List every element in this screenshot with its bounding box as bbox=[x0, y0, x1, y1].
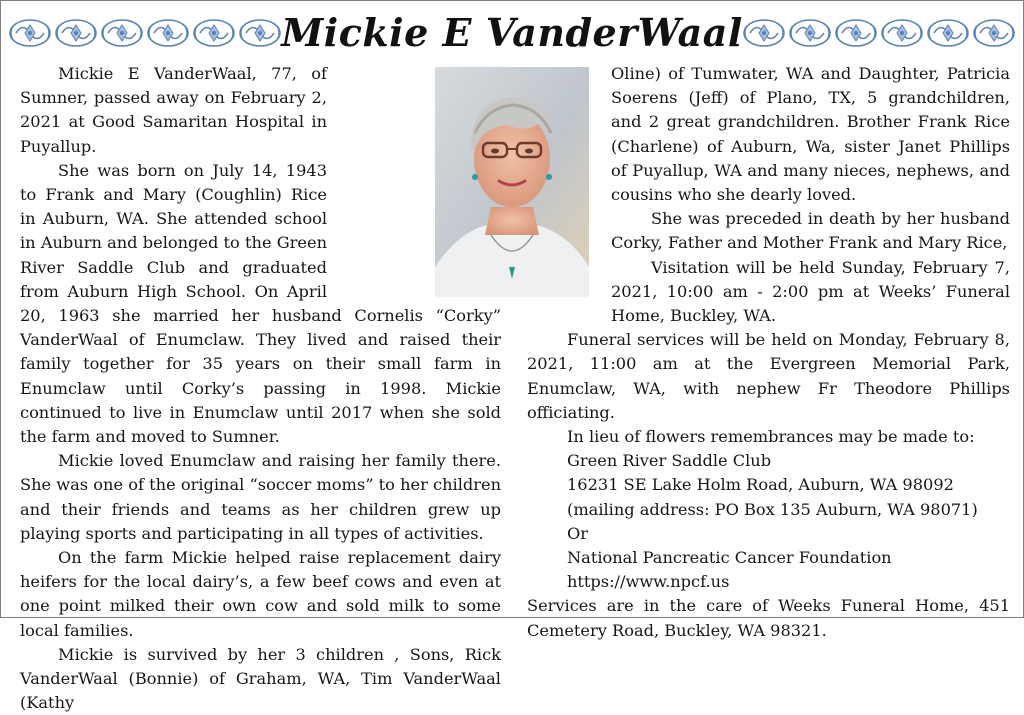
remembrance-url: https://www.npcf.us bbox=[567, 572, 730, 592]
left-column bbox=[20, 62, 501, 715]
ornament-right-5 bbox=[971, 16, 1017, 50]
paragraph-death-notice: Mickie E VanderWaal, 77, of Sumner, passed away on February 2, 2021 at Good Samaritan Hospital in Puyallup. bbox=[20, 64, 327, 156]
ornament-right-2 bbox=[833, 16, 879, 50]
paragraph-funeral: Funeral services will be held on Monday, February 8, 2021, 11:00 am at the Evergreen Memorial Park, Enumclaw, WA, with nephew Fr Theodore Phillips officiating. bbox=[527, 330, 1010, 422]
remembrance-or: Or bbox=[567, 523, 589, 543]
remembrance-mailing: (mailing address: PO Box 135 Auburn, WA 98071) bbox=[567, 499, 978, 519]
ornament-left-3 bbox=[145, 16, 191, 50]
paragraph-family-continued: Oline) of Tumwater, WA and Daughter, Patricia Soerens (Jeff) of Plano, TX, 5 grandchildren, and 2 great grandchildren. Brother Frank Rice (Charlene) of Auburn, Wa, sister Janet Phillips of Puyallup, WA and many nieces, nephews, and cousins who she dearly loved. bbox=[611, 64, 1010, 205]
remembrance-address: 16231 SE Lake Holm Road, Auburn, WA 98092 bbox=[567, 475, 954, 495]
ornament-border-right bbox=[741, 15, 1017, 51]
remembrance-intro: In lieu of flowers remembrances may be made to: bbox=[567, 427, 975, 447]
ornament-left-4 bbox=[191, 16, 237, 50]
ornament-left-0 bbox=[7, 16, 53, 50]
paragraph-services-care: Services are in the care of Weeks Funeral Home, 451 Cemetery Road, Buckley, WA 98321. bbox=[527, 596, 1010, 640]
remembrance-org-1: Green River Saddle Club bbox=[567, 451, 772, 471]
ornament-right-3 bbox=[879, 16, 925, 50]
paragraph-biography: She was born on July 14, 1943 to Frank and Mary (Coughlin) Rice in Auburn, WA. She attended school in Auburn and belonged to the Green River Saddle Club and graduated from Auburn High School. On April 20, 1963 she married her husband Cornelis “Corky” VanderWaal of Enumclaw. They lived and raised their family together for 35 years on their small farm in Enumclaw until Corky’s passing in 1998. Mickie continued to live in Enumclaw until 2017 when she sold the farm and moved to Sumner. bbox=[20, 160, 501, 447]
ornament-right-0 bbox=[741, 16, 787, 50]
ornament-left-2 bbox=[99, 16, 145, 50]
obituary-title: Mickie E VanderWaal bbox=[281, 10, 743, 55]
paragraph-visitation: Visitation will be held Sunday, February 7, 2021, 10:00 am - 2:00 pm at Weeks’ Funeral Home, Buckley, WA. bbox=[611, 257, 1010, 326]
ornament-right-4 bbox=[925, 16, 971, 50]
photo-space bbox=[337, 65, 501, 297]
ornament-right-1 bbox=[787, 16, 833, 50]
header bbox=[1, 7, 1023, 59]
paragraph-enumclaw: Mickie loved Enumclaw and raising her family there. She was one of the original “soccer moms” to her children and their friends and teams as her children grew up playing sports and participating in all types of activities. bbox=[20, 451, 501, 543]
remembrance-org-2: National Pancreatic Cancer Foundation bbox=[567, 548, 892, 568]
paragraph-survived-by: Mickie is survived by her 3 children , Sons, Rick VanderWaal (Bonnie) of Graham, WA, Tim VanderWaal (Kathy bbox=[20, 644, 501, 713]
paragraph-farm: On the farm Mickie helped raise replacement dairy heifers for the local dairy’s, a few beef cows and even at one point milked their own cow and sold milk to some local families. bbox=[20, 548, 501, 640]
ornament-border-left bbox=[7, 15, 283, 51]
right-column bbox=[527, 62, 1010, 643]
paragraph-preceded: She was preceded in death by her husband Corky, Father and Mother Frank and Mary Rice, bbox=[611, 209, 1010, 253]
ornament-left-1 bbox=[53, 16, 99, 50]
